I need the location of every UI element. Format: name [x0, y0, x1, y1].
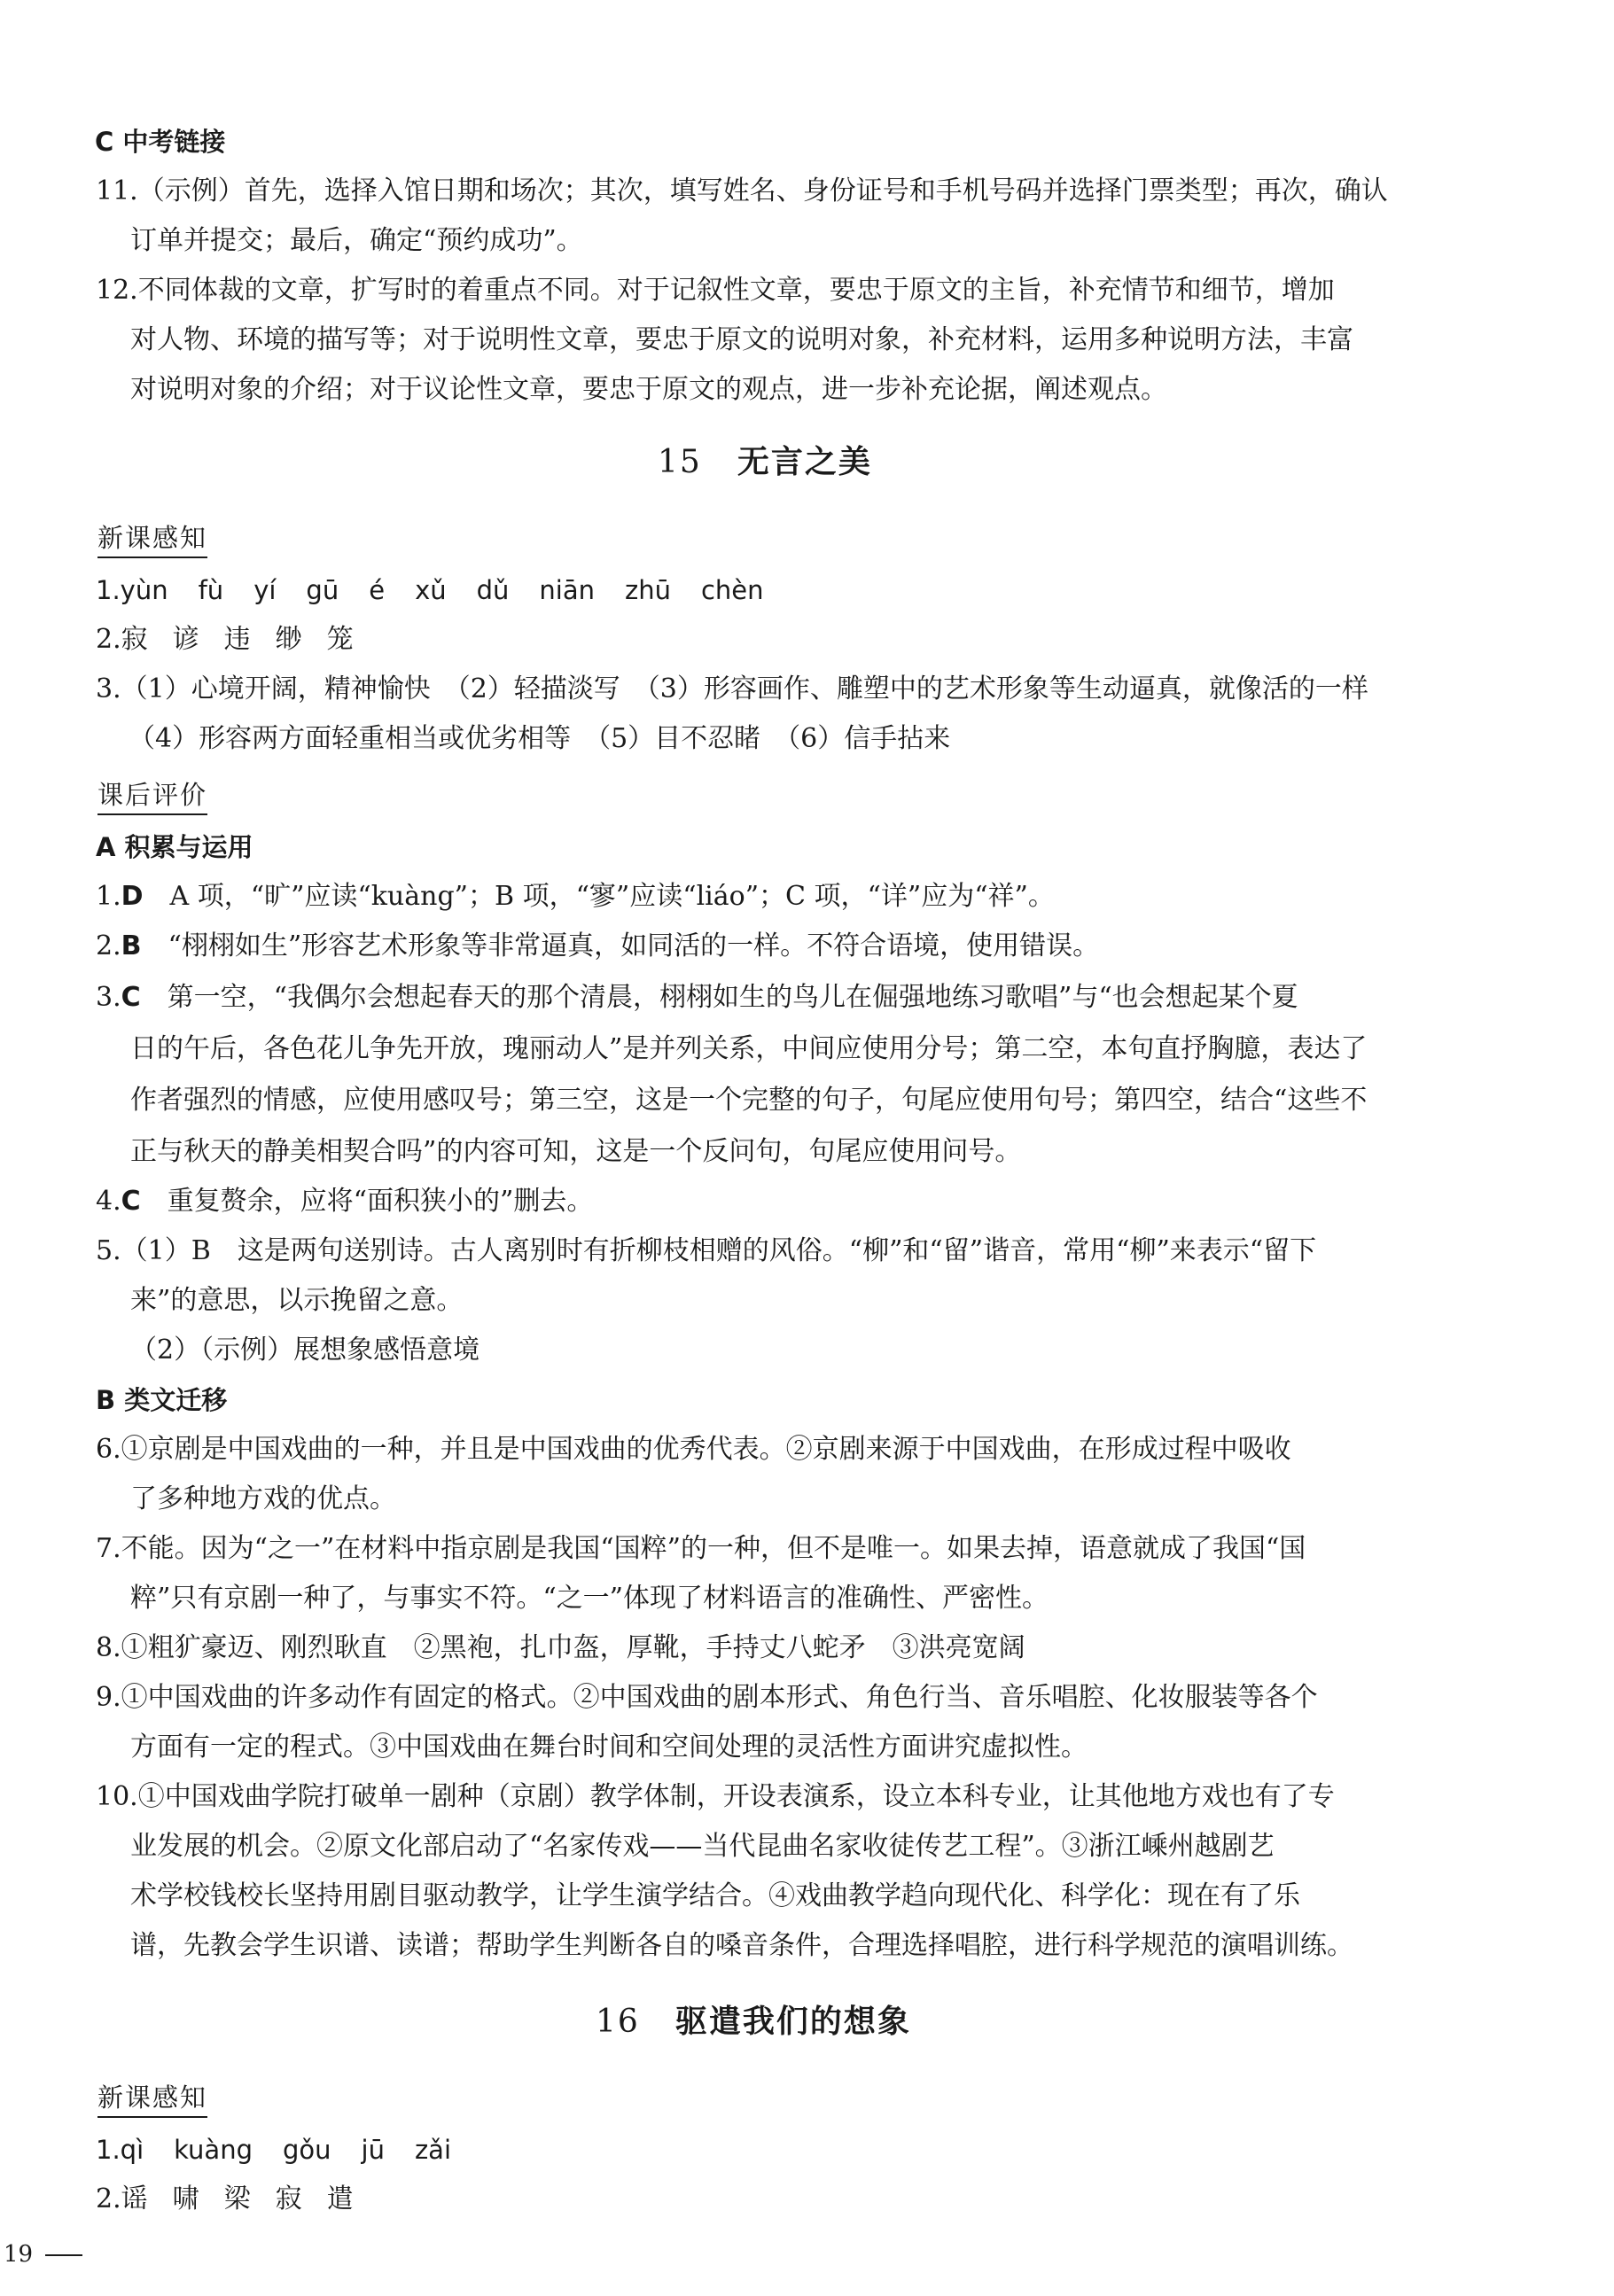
character: 笼 [326, 624, 354, 655]
a2-text: “栩栩如生”形容艺术形象等非常逼真，如同活的一样。不符合语境，使用错误。 [141, 930, 1100, 961]
a1-choice: D [121, 881, 144, 912]
answer-a5-line-3: （2）（示例）展想象感悟意境 [130, 1335, 480, 1366]
pinyin: zǎi [414, 2135, 452, 2165]
answer-7-line-2: 粹”只有京剧一种了，与事实不符。“之一”体现了材料语言的准确性、严密性。 [130, 1583, 1049, 1614]
q2-prefix: 2. [96, 624, 121, 655]
character: 违 [223, 624, 251, 655]
answer-a3-line-1 [96, 980, 1298, 1016]
pinyin: zhū [625, 575, 671, 605]
a1-number: 1. [96, 881, 121, 912]
lesson-15-q2 [96, 622, 378, 658]
answer-a5-line-1: 5.（1）B 这是两句送别诗。古人离别时有折柳枝相赠的风俗。“柳”和“留”谐音，常用“柳”来表示“留下 [96, 1235, 1317, 1266]
answer-6-line-2: 了多种地方戏的优点。 [130, 1483, 396, 1514]
character: 遣 [326, 2183, 354, 2214]
answer-6-line-1: 6.①京剧是中国戏曲的一种，并且是中国戏曲的优秀代表。②京剧来源于中国戏曲，在形成过程中吸收 [96, 1434, 1291, 1465]
answer-7-line-1: 7.不能。因为“之一”在材料中指京剧是我国“国粹”的一种，但不是唯一。如果去掉，语意就成了我国“国 [96, 1533, 1306, 1564]
character: 缈 [275, 624, 302, 655]
q1-prefix: 1. [96, 2135, 121, 2165]
lesson-15-q3-line-1: 3.（1）心境开阔，精神愉快 （2）轻描淡写 （3）形容画作、雕塑中的艺术形象等生动逼真，就像活的一样 [96, 673, 1368, 704]
answer-12-line-1: 12.不同体裁的文章，扩写时的着重点不同。对于记叙性文章，要忠于原文的主旨，补充情节和细节，增加 [96, 275, 1335, 306]
character: 谚 [172, 624, 199, 655]
lesson-16-number: 16 [596, 2004, 640, 2040]
footer-rule [45, 2254, 82, 2256]
pinyin: xǔ [415, 575, 447, 605]
answer-12-line-3: 对说明对象的介绍；对于议论性文章，要忠于原文的观点，进一步补充论据，阐述观点。 [130, 374, 1167, 405]
page-footer [4, 2237, 82, 2272]
pinyin: chèn [700, 575, 764, 605]
pinyin: gū [306, 575, 339, 605]
lesson-15-after-label: 课后评价 [97, 778, 207, 815]
character: 梁 [223, 2183, 251, 2214]
pinyin: yí [253, 575, 277, 605]
pinyin: é [369, 575, 386, 605]
a3-text: 第一空，“我偶尔会想起春天的那个清晨，栩栩如生的鸟儿在倔强地练习歌唱”与“也会想起某个夏 [140, 982, 1298, 1013]
answer-8: 8.①粗犷豪迈、刚烈耿直 ②黑袍，扎巾盔，厚靴，手持丈八蛇矛 ③洪亮宽阔 [96, 1632, 1025, 1663]
answer-11-line-1: 11.（示例）首先，选择入馆日期和场次；其次，填写姓名、身份证号和手机号码并选择门票类型；再次，确认 [96, 175, 1388, 206]
pinyin: qì [120, 2135, 144, 2165]
pinyin: kuàng [174, 2135, 253, 2165]
lesson-15-q3-line-2: （4）形容两方面轻重相当或优劣相等 （5）目不忍睹 （6）信手拈来 [129, 723, 951, 754]
section-c-heading: C 中考链接 [95, 127, 226, 157]
answer-10-line-2: 业发展的机会。②原文化部启动了“名家传戏——当代昆曲名家收徒传艺工程”。③浙江嵊州越剧艺 [130, 1831, 1275, 1862]
a1-text: A 项，“旷”应读“kuàng”；B 项，“寥”应读“liáo”；C 项，“详”应为“祥”。 [143, 881, 1055, 912]
a2-number: 2. [96, 930, 121, 961]
pinyin: yùn [120, 575, 168, 605]
page-number: 19 [4, 2241, 34, 2268]
pinyin: dǔ [476, 575, 510, 605]
answer-9-line-2: 方面有一定的程式。③中国戏曲在舞台时间和空间处理的灵活性方面讲究虚拟性。 [130, 1732, 1088, 1763]
lesson-15-name: 无言之美 [737, 444, 872, 480]
a2-choice: B [121, 930, 142, 961]
answer-a2 [96, 929, 1099, 964]
answer-a3-line-2: 日的午后，各色花儿争先开放，瑰丽动人”是并列关系，中间应使用分号；第二空，本句直抒胸臆，表达了 [130, 1033, 1368, 1064]
answer-a1 [96, 879, 1055, 915]
pinyin: niān [539, 575, 595, 605]
lesson-16-name: 驱遣我们的想象 [674, 2004, 911, 2040]
a4-text: 重复赘余，应将“面积狭小的”删去。 [140, 1186, 594, 1217]
character: 寂 [275, 2183, 302, 2214]
pinyin: fù [198, 575, 224, 605]
answer-a3-line-3: 作者强烈的情感，应使用感叹号；第三空，这是一个完整的句子，句尾应使用句号；第四空，结合“这些不 [130, 1085, 1368, 1116]
lesson-15-title [658, 445, 872, 480]
lesson-16-new-label: 新课感知 [97, 2081, 207, 2118]
q1-prefix: 1. [96, 575, 121, 605]
answer-a3-line-4: 正与秋天的静美相契合吗”的内容可知，这是一个反问句，句尾应使用问号。 [130, 1136, 1022, 1167]
answer-10-line-1: 10.①中国戏曲学院打破单一剧种（京剧）教学体制，开设表演系，设立本科专业，让其他地方戏也有了专 [96, 1781, 1335, 1812]
answer-a5-line-2: 来”的意思，以示挽留之意。 [130, 1285, 464, 1316]
lesson-16-title [596, 2004, 911, 2040]
a4-choice: C [121, 1186, 141, 1217]
section-a-heading: A 积累与运用 [96, 832, 253, 862]
lesson-16-q2 [96, 2182, 378, 2217]
pinyin: gǒu [282, 2135, 331, 2165]
character: 谣 [121, 2183, 148, 2214]
character: 寂 [121, 624, 148, 655]
q2-prefix: 2. [96, 2183, 121, 2214]
answer-10-line-4: 谱，先教会学生识谱、读谱；帮助学生判断各自的嗓音条件，合理选择唱腔，进行科学规范的演唱训练。 [130, 1930, 1353, 1961]
a4-number: 4. [96, 1186, 121, 1217]
answer-9-line-1: 9.①中国戏曲的许多动作有固定的格式。②中国戏曲的剧本形式、角色行当、音乐唱腔、化妆服装等各个 [96, 1682, 1318, 1713]
answer-a4 [96, 1184, 593, 1219]
a3-choice: C [121, 982, 141, 1013]
answer-11-line-2: 订单并提交；最后，确定“预约成功”。 [130, 225, 583, 256]
character: 啸 [172, 2183, 199, 2214]
lesson-16-q1 [96, 2132, 481, 2168]
lesson-15-q1 [96, 572, 794, 608]
a3-number: 3. [96, 982, 121, 1013]
answer-10-line-3: 术学校钱校长坚持用剧目驱动教学，让学生演学结合。④戏曲教学趋向现代化、科学化：现在有了乐 [130, 1880, 1300, 1911]
pinyin: jū [361, 2135, 385, 2165]
section-b-heading: B 类文迁移 [96, 1385, 228, 1415]
lesson-15-new-label: 新课感知 [97, 521, 207, 558]
answer-12-line-2: 对人物、环境的描写等；对于说明性文章，要忠于原文的说明对象，补充材料，运用多种说明方法，丰富 [130, 324, 1353, 355]
lesson-15-number: 15 [658, 444, 702, 480]
